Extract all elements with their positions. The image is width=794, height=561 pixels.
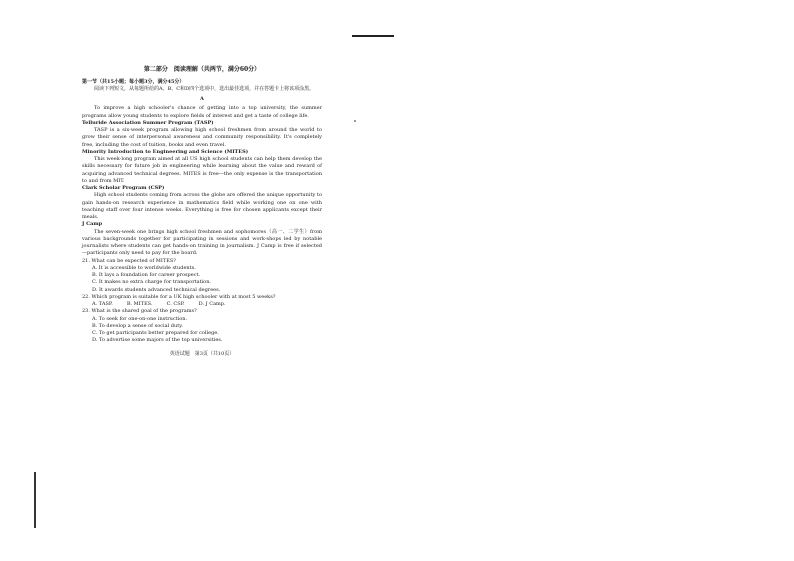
question-23: 23. What is the shared goal of the programs? [82, 308, 197, 315]
section1-instruction-text: 阅读下列短文，从每题所给的A、B、C和D四个选项中，选出最佳选项，并在答题卡上将该项涂黑。 [94, 85, 315, 92]
q22-option-c: C. CSP. [166, 301, 185, 308]
q22-option-a: A. TASP. [92, 301, 113, 308]
q23-option-a: A. To seek for one-on-one instruction. [92, 315, 188, 322]
section1-rule: （共15小题；每小题3分，满分45分） [97, 78, 185, 85]
q22-options [92, 301, 322, 308]
program-text-csp: High school students coming from across the globe are offered the unique opportunity to gain hands-on research experience in mathematics field while working one on one with teaching staff over four intense weeks. Everything is free for chosen applicants except their meals. [82, 192, 322, 221]
top-rule-line [352, 35, 394, 37]
question-22: 22. Which program is suitable for a UK high schooler with at most 5 weeks? [82, 293, 276, 300]
program-heading-csp: Clark Scholar Program (CSP) [82, 185, 165, 192]
exam-page [82, 66, 322, 358]
passage-intro: To improve a high schooler's chance of getting into a top university, the summer programs allow young students to explore fields of interest and get a taste of college life. [82, 105, 322, 119]
q23-option-d: D. To advertise some majors of the top universities. [92, 337, 223, 344]
q23-option-b: B. To develop a sense of social duty. [92, 322, 183, 329]
q21-option-c: C. It makes no extra charge for transportation. [92, 279, 212, 286]
q21-option-a: A. It is accessible to worldwide students. [92, 264, 196, 271]
passage-letter: A [200, 96, 204, 103]
left-margin-line [34, 472, 36, 528]
program-heading-jcamp: J Camp [82, 221, 103, 228]
program-text-tasp: TASP is a six-week program allowing high school freshmen from around the world to grow their sense of interpersonal awareness and community responsibility. It's completely free, including the cost of tuition, books and even travel. [82, 127, 322, 148]
question-21: 21. What can be expected of MITES? [82, 257, 176, 264]
program-heading-mites: Minority Introduction to Engineering and Science (MITES) [82, 148, 249, 155]
q21-option-d: D. It awards students advanced technical degrees. [92, 286, 221, 293]
program-heading-tasp: Telluride Association Summer Program (TASP) [82, 119, 214, 126]
q22-option-b: B. MITES. [126, 301, 153, 308]
q21-option-b: B. It lays a foundation for career prospect. [92, 272, 201, 279]
program-text-jcamp: The seven-week one brings high school freshmen and sophomores（高一、二学生）from various backgrounds together for participating in sessions and work-shops led by notable journalists where students can get hands-on training in journalism. J Camp is free if selected—participants only need to pay for the board. [82, 228, 322, 257]
scan-speck [354, 120, 356, 122]
page-footer: 英语试题 第3页（共10页） [169, 350, 235, 357]
program-text-mites: This week-long program aimed at all US high school students can help them develop the skills necessary for future job in engineering while learning about the value and reward of acquiring advanced technical degrees. MITES is free—the only expense is the transportation to and from MIT. [82, 156, 322, 184]
section-instruction [82, 79, 322, 86]
q23-option-c: C. To get participants better prepared for college. [92, 330, 219, 337]
q22-option-d: D. J Camp. [198, 301, 226, 308]
section-title: 第二部分 阅读理解（共两节，满分60分） [143, 66, 261, 73]
section1-label: 第一节 [82, 78, 98, 85]
